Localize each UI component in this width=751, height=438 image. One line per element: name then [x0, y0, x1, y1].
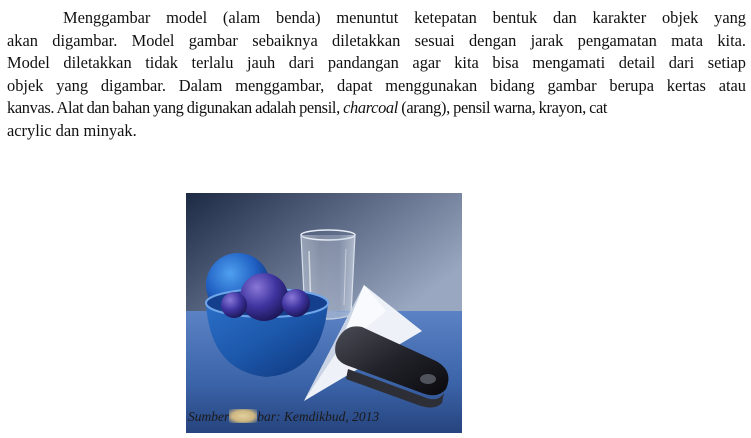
paragraph-line-4: objek yang digambar. Dalam menggambar, dapat menggunakan bidang gambar berupa kertas atau: [7, 75, 746, 95]
caption-start: Sumber: [188, 409, 230, 424]
caption-smudge: [229, 409, 257, 423]
caption-end: bar: Kemdikbud, 2013: [257, 409, 380, 424]
paragraph-line-3: Model diletakkan tidak terlalu jauh dari pandangan agar kita bisa mengamati detail dari setiap: [7, 53, 746, 73]
body-paragraph: [7, 7, 746, 143]
still-life-photo: [186, 193, 462, 433]
figure-caption: [188, 409, 379, 425]
still-life-illustration: [186, 193, 462, 433]
paragraph-line-5: [7, 97, 746, 120]
paragraph-line-1: Menggambar model (alam benda) menuntut ketepatan bentuk dan karakter objek yang: [63, 8, 746, 27]
paragraph-line-2: akan digambar. Model gambar sebaiknya diletakkan sesuai dengan jarak pengamatan mata kita.: [7, 30, 746, 50]
plum-fruit-small: [282, 289, 310, 317]
plum-fruit: [240, 273, 288, 321]
line5-italic-word: charcoal: [343, 98, 398, 118]
line5-before: kanvas. Alat dan bahan yang digunakan adalah pensil,: [7, 98, 344, 118]
line5-after: (arang), pensil warna, krayon, cat: [397, 98, 608, 118]
plum-fruit-left: [221, 292, 247, 318]
paragraph-line-6: acrylic dan minyak.: [7, 120, 137, 140]
